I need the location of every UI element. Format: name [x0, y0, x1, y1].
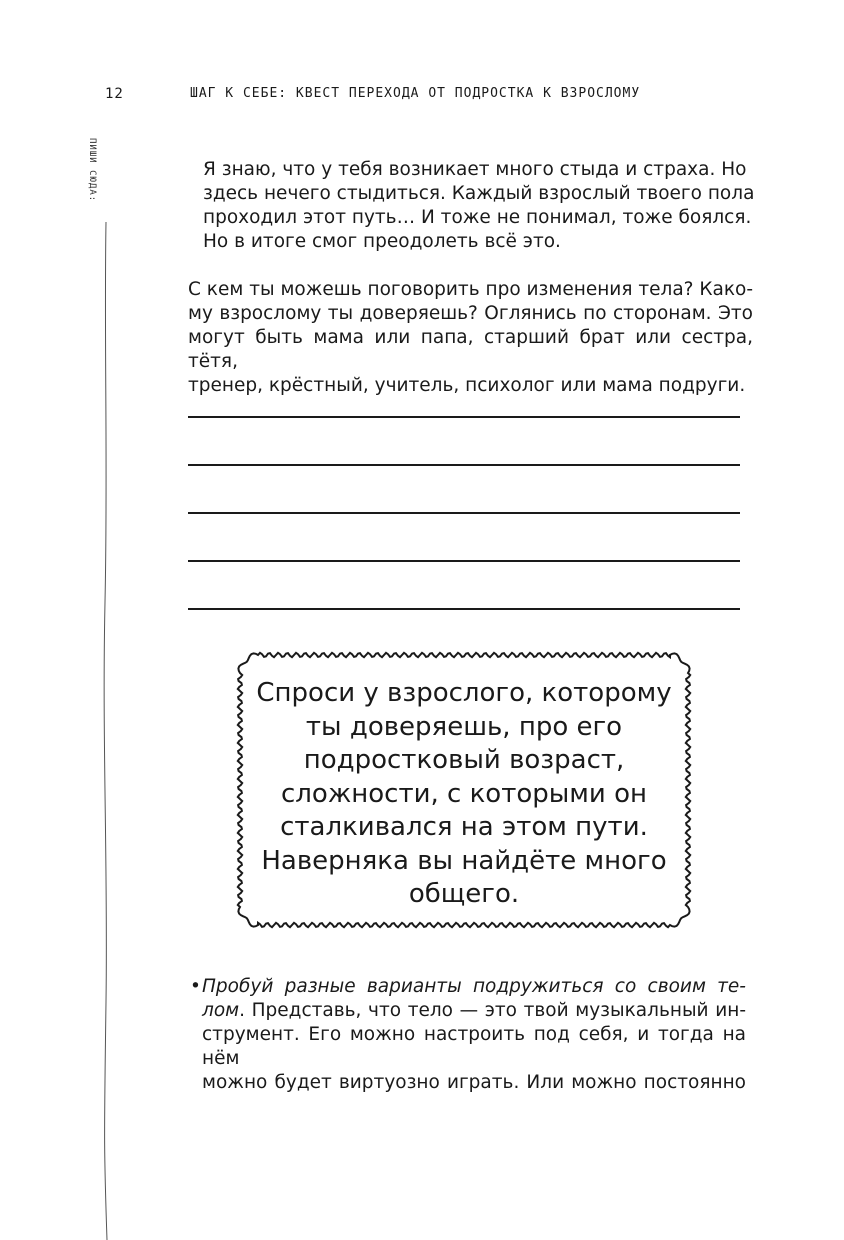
- paragraph-line: здесь нечего стыдиться. Каждый взрослый твоего пола: [203, 183, 755, 204]
- answer-line-3[interactable]: [188, 512, 740, 514]
- callout-line: подростковый возраст,: [303, 745, 625, 775]
- bullet-text: струмент. Его можно настроить под себя, и тогда на нём: [202, 1024, 746, 1069]
- bullet-text: можно будет виртуозно играть. Или можно постоянно: [202, 1072, 746, 1093]
- callout-line: общего.: [408, 879, 520, 909]
- margin-label: ПИШИ СЮДА:: [87, 138, 97, 203]
- paragraph-line: Но в итоге смог преодолеть всё это.: [203, 231, 561, 252]
- answer-line-2[interactable]: [188, 464, 740, 466]
- bullet-text: . Представь, что тело — это твой музыкальный ин-: [239, 1000, 746, 1021]
- callout-line: Наверняка вы найдёте много: [261, 845, 667, 876]
- callout-line: сложности, с которыми он: [281, 778, 647, 809]
- paragraph-line: С кем ты можешь поговорить про изменения тела? Како-: [188, 279, 753, 300]
- answer-line-1[interactable]: [188, 416, 740, 418]
- paragraph-line: му взрослому ты доверяешь? Оглянись по сторонам. Это: [188, 303, 753, 324]
- answer-line-5[interactable]: [188, 608, 740, 610]
- callout-box: [234, 649, 694, 931]
- paragraph-shame-fear: [203, 158, 763, 254]
- paragraph-line: проходил этот путь… И тоже не понимал, тоже боялся.: [203, 207, 752, 228]
- paragraph-line: Я знаю, что у тебя возникает много стыда и страха. Но: [203, 159, 747, 180]
- paragraph-who-to-talk: [188, 278, 753, 398]
- bullet-italic-text: Пробуй разные варианты подружиться со своим те-: [202, 976, 746, 997]
- paragraph-line: могут быть мама или папа, старший брат или сестра, тётя,: [188, 327, 753, 372]
- callout-line: сталкивался на этом пути.: [280, 812, 648, 842]
- callout-line: ты доверяешь, про его: [305, 711, 623, 742]
- margin-writing-rule: [102, 222, 110, 1240]
- paragraph-line: тренер, крёстный, учитель, психолог или мама подруги.: [188, 375, 746, 396]
- callout-text: [234, 677, 694, 912]
- bullet-marker: •: [190, 976, 201, 997]
- bullet-italic-text: лом: [202, 1000, 240, 1021]
- callout-line: Спроси у взрослого, которому: [256, 678, 672, 708]
- running-title: ШАГ К СЕБЕ: КВЕСТ ПЕРЕХОДА ОТ ПОДРОСТКА К ВЗРОСЛОМУ: [190, 86, 641, 101]
- page-number: 12: [105, 86, 124, 102]
- answer-line-4[interactable]: [188, 560, 740, 562]
